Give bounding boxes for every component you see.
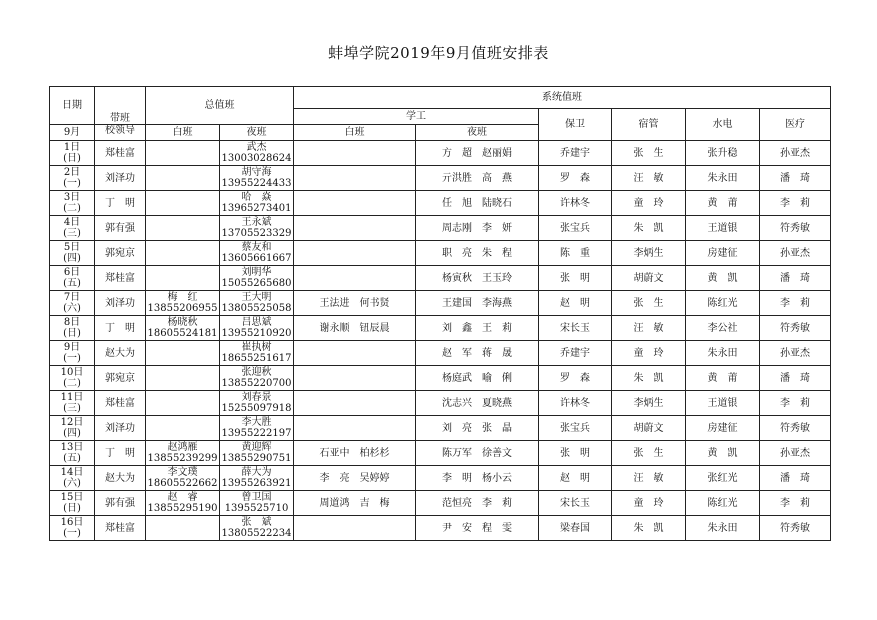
leader-cell: 郑桂富 bbox=[95, 266, 146, 291]
date-day: 13日 bbox=[60, 442, 84, 453]
general-night-cell bbox=[220, 166, 294, 191]
table-row bbox=[50, 316, 831, 341]
general-day-phone: 13855239299 bbox=[147, 453, 218, 464]
dorm-cell: 童 玲 bbox=[612, 341, 686, 366]
dorm-cell: 童 玲 bbox=[612, 491, 686, 516]
security-cell: 张宝兵 bbox=[539, 416, 612, 441]
general-night-cell bbox=[220, 441, 294, 466]
general-night-phone: 13805525058 bbox=[221, 303, 292, 314]
general-night-phone: 13855290751 bbox=[221, 453, 292, 464]
utility-cell: 黄 凯 bbox=[686, 266, 760, 291]
header-dorm: 宿管 bbox=[612, 109, 686, 141]
general-night-name: 崔执树 bbox=[241, 342, 272, 353]
page-title: 蚌埠学院2019年9月值班安排表 bbox=[328, 44, 549, 62]
general-night-phone: 18655251617 bbox=[221, 353, 292, 364]
table-row bbox=[50, 191, 831, 216]
utility-cell: 王道银 bbox=[686, 216, 760, 241]
xuegong-day-cell: 王法进 何书贤 bbox=[294, 291, 416, 316]
dorm-cell: 胡蔚文 bbox=[612, 416, 686, 441]
leader-cell: 刘泽功 bbox=[95, 416, 146, 441]
date-weekday: (四) bbox=[63, 253, 81, 264]
general-night-cell bbox=[220, 341, 294, 366]
date-cell bbox=[50, 391, 95, 416]
table-row bbox=[50, 341, 831, 366]
general-night-cell bbox=[220, 241, 294, 266]
general-day-phone: 18605522662 bbox=[147, 478, 218, 489]
date-cell bbox=[50, 166, 95, 191]
date-weekday: (日) bbox=[63, 328, 81, 339]
general-day-name: 杨晓秋 bbox=[167, 317, 198, 328]
leader-cell: 郭有强 bbox=[95, 491, 146, 516]
medical-cell: 符秀敏 bbox=[760, 516, 831, 541]
general-night-phone: 13955263921 bbox=[221, 478, 292, 489]
dorm-cell: 汪 敏 bbox=[612, 466, 686, 491]
header-leader-top: 带班 bbox=[95, 87, 146, 125]
dorm-cell: 童 玲 bbox=[612, 191, 686, 216]
medical-cell: 符秀敏 bbox=[760, 316, 831, 341]
medical-cell: 李 莉 bbox=[760, 291, 831, 316]
date-day: 15日 bbox=[60, 492, 84, 503]
date-cell bbox=[50, 241, 95, 266]
date-weekday: (日) bbox=[63, 153, 81, 164]
date-day: 5日 bbox=[63, 242, 81, 253]
date-cell bbox=[50, 316, 95, 341]
medical-cell: 潘 琦 bbox=[760, 466, 831, 491]
header-security: 保卫 bbox=[539, 109, 612, 141]
header-date: 日期 bbox=[50, 87, 95, 125]
general-night-phone: 1395525710 bbox=[224, 503, 289, 514]
date-day: 10日 bbox=[60, 367, 84, 378]
general-day-cell bbox=[146, 241, 220, 266]
utility-cell: 黄 莆 bbox=[686, 366, 760, 391]
utility-cell: 陈红光 bbox=[686, 491, 760, 516]
general-night-name: 胡守海 bbox=[241, 167, 272, 178]
xuegong-day-cell bbox=[294, 191, 416, 216]
table-row bbox=[50, 391, 831, 416]
medical-cell: 李 莉 bbox=[760, 191, 831, 216]
date-cell bbox=[50, 141, 95, 166]
leader-cell: 丁 明 bbox=[95, 316, 146, 341]
xuegong-night-cell: 刘 亮 张 晶 bbox=[416, 416, 539, 441]
xuegong-night-cell: 周志刚 李 妍 bbox=[416, 216, 539, 241]
xuegong-day-cell bbox=[294, 166, 416, 191]
general-night-name: 刘春景 bbox=[241, 392, 272, 403]
general-night-phone: 13605661667 bbox=[221, 253, 292, 264]
security-cell: 张 明 bbox=[539, 266, 612, 291]
header-general-night: 夜班 bbox=[220, 125, 294, 141]
xuegong-night-cell: 沈志兴 夏晓燕 bbox=[416, 391, 539, 416]
general-night-cell bbox=[220, 366, 294, 391]
date-weekday: (六) bbox=[63, 478, 81, 489]
date-cell bbox=[50, 191, 95, 216]
date-weekday: (二) bbox=[63, 203, 81, 214]
xuegong-night-cell: 陈万军 徐善文 bbox=[416, 441, 539, 466]
xuegong-night-cell: 方 超 赵丽娟 bbox=[416, 141, 539, 166]
security-cell: 陈 重 bbox=[539, 241, 612, 266]
header-general-duty: 总值班 bbox=[146, 87, 294, 125]
leader-cell: 郭有强 bbox=[95, 216, 146, 241]
header-row-1 bbox=[50, 87, 831, 109]
security-cell: 罗 森 bbox=[539, 166, 612, 191]
date-weekday: (二) bbox=[63, 378, 81, 389]
xuegong-night-cell: 杨庭武 喻 俐 bbox=[416, 366, 539, 391]
xuegong-night-cell: 刘 鑫 王 莉 bbox=[416, 316, 539, 341]
general-night-name: 哈 焱 bbox=[241, 192, 272, 203]
xuegong-night-cell: 职 亮 朱 程 bbox=[416, 241, 539, 266]
general-night-phone: 13855220700 bbox=[221, 378, 292, 389]
general-night-phone: 15055265680 bbox=[221, 278, 292, 289]
xuegong-night-cell: 李 明 杨小云 bbox=[416, 466, 539, 491]
date-day: 1日 bbox=[63, 142, 81, 153]
date-cell bbox=[50, 216, 95, 241]
general-night-name: 曾卫国 bbox=[241, 492, 272, 503]
table-row bbox=[50, 141, 831, 166]
header-month: 9月 bbox=[50, 125, 95, 141]
xuegong-day-cell bbox=[294, 241, 416, 266]
general-day-cell bbox=[146, 366, 220, 391]
header-xuegong: 学工 bbox=[294, 109, 539, 125]
leader-cell: 郭宛京 bbox=[95, 241, 146, 266]
dorm-cell: 朱 凯 bbox=[612, 366, 686, 391]
leader-cell: 丁 明 bbox=[95, 441, 146, 466]
medical-cell: 李 莉 bbox=[760, 391, 831, 416]
general-day-cell bbox=[146, 191, 220, 216]
general-day-cell bbox=[146, 291, 220, 316]
medical-cell: 符秀敏 bbox=[760, 416, 831, 441]
general-night-cell bbox=[220, 216, 294, 241]
general-day-cell bbox=[146, 466, 220, 491]
dorm-cell: 胡蔚文 bbox=[612, 266, 686, 291]
general-day-cell bbox=[146, 391, 220, 416]
date-weekday: (六) bbox=[63, 303, 81, 314]
xuegong-day-cell: 石亚中 柏杉杉 bbox=[294, 441, 416, 466]
general-night-phone: 13705523329 bbox=[221, 228, 292, 239]
table-row bbox=[50, 466, 831, 491]
dorm-cell: 张 生 bbox=[612, 291, 686, 316]
date-day: 14日 bbox=[60, 467, 84, 478]
utility-cell: 张红光 bbox=[686, 466, 760, 491]
leader-cell: 刘泽功 bbox=[95, 291, 146, 316]
date-weekday: (四) bbox=[63, 428, 81, 439]
xuegong-day-cell bbox=[294, 266, 416, 291]
dorm-cell: 张 生 bbox=[612, 441, 686, 466]
general-night-cell bbox=[220, 141, 294, 166]
security-cell: 宋长玉 bbox=[539, 316, 612, 341]
general-night-cell bbox=[220, 266, 294, 291]
duty-schedule-table bbox=[49, 86, 831, 541]
date-day: 2日 bbox=[63, 167, 81, 178]
date-cell bbox=[50, 366, 95, 391]
general-night-name: 蔡友和 bbox=[241, 242, 272, 253]
general-night-name: 王永斌 bbox=[241, 217, 272, 228]
xuegong-night-cell: 亓洪胜 高 燕 bbox=[416, 166, 539, 191]
xuegong-night-cell: 王建国 李海燕 bbox=[416, 291, 539, 316]
date-cell bbox=[50, 491, 95, 516]
general-day-cell bbox=[146, 266, 220, 291]
general-day-name: 李文璞 bbox=[167, 467, 198, 478]
header-medical: 医疗 bbox=[760, 109, 831, 141]
date-cell bbox=[50, 416, 95, 441]
general-night-phone: 13805522234 bbox=[221, 528, 292, 539]
security-cell: 乔建宇 bbox=[539, 141, 612, 166]
leader-cell: 郑桂富 bbox=[95, 516, 146, 541]
security-cell: 乔建宇 bbox=[539, 341, 612, 366]
utility-cell: 张升稳 bbox=[686, 141, 760, 166]
general-night-cell bbox=[220, 491, 294, 516]
xuegong-night-cell: 赵 军 蒋 晟 bbox=[416, 341, 539, 366]
medical-cell: 孙亚杰 bbox=[760, 141, 831, 166]
utility-cell: 黄 凯 bbox=[686, 441, 760, 466]
utility-cell: 房建征 bbox=[686, 416, 760, 441]
date-cell bbox=[50, 441, 95, 466]
general-day-cell bbox=[146, 166, 220, 191]
utility-cell: 朱永田 bbox=[686, 516, 760, 541]
utility-cell: 陈红光 bbox=[686, 291, 760, 316]
table-row bbox=[50, 241, 831, 266]
xuegong-night-cell: 范恒亮 李 莉 bbox=[416, 491, 539, 516]
general-night-name: 武杰 bbox=[246, 142, 267, 153]
general-night-name: 张迎秋 bbox=[241, 367, 272, 378]
date-day: 12日 bbox=[60, 417, 84, 428]
general-night-cell bbox=[220, 516, 294, 541]
medical-cell: 李 莉 bbox=[760, 491, 831, 516]
dorm-cell: 朱 凯 bbox=[612, 516, 686, 541]
general-night-name: 刘明华 bbox=[241, 267, 272, 278]
dorm-cell: 李炳生 bbox=[612, 391, 686, 416]
general-day-name: 梅 红 bbox=[167, 292, 198, 303]
medical-cell: 符秀敏 bbox=[760, 216, 831, 241]
date-day: 3日 bbox=[63, 192, 81, 203]
security-cell: 许林冬 bbox=[539, 191, 612, 216]
general-day-cell bbox=[146, 141, 220, 166]
xuegong-night-cell: 任 旭 陆晓石 bbox=[416, 191, 539, 216]
general-day-cell bbox=[146, 416, 220, 441]
general-day-phone: 18605524181 bbox=[147, 328, 218, 339]
date-cell bbox=[50, 516, 95, 541]
general-night-phone: 15255097918 bbox=[221, 403, 292, 414]
medical-cell: 潘 琦 bbox=[760, 266, 831, 291]
general-day-cell bbox=[146, 341, 220, 366]
leader-cell: 赵大为 bbox=[95, 341, 146, 366]
medical-cell: 潘 琦 bbox=[760, 166, 831, 191]
general-day-cell bbox=[146, 516, 220, 541]
security-cell: 罗 森 bbox=[539, 366, 612, 391]
date-weekday: (一) bbox=[63, 353, 81, 364]
general-night-name: 王大明 bbox=[241, 292, 272, 303]
utility-cell: 王道银 bbox=[686, 391, 760, 416]
header-xuegong-night: 夜班 bbox=[416, 125, 539, 141]
general-night-phone: 13965273401 bbox=[221, 203, 292, 214]
general-day-phone: 13855295190 bbox=[147, 503, 218, 514]
dorm-cell: 汪 敏 bbox=[612, 316, 686, 341]
dorm-cell: 朱 凯 bbox=[612, 216, 686, 241]
xuegong-night-cell: 杨寅秋 王玉玲 bbox=[416, 266, 539, 291]
security-cell: 宋长玉 bbox=[539, 491, 612, 516]
xuegong-night-cell: 尹 安 程 雯 bbox=[416, 516, 539, 541]
date-day: 6日 bbox=[63, 267, 81, 278]
date-day: 8日 bbox=[63, 317, 81, 328]
date-weekday: (三) bbox=[63, 403, 81, 414]
header-utility: 水电 bbox=[686, 109, 760, 141]
date-weekday: (五) bbox=[63, 453, 81, 464]
security-cell: 张 明 bbox=[539, 441, 612, 466]
dorm-cell: 李炳生 bbox=[612, 241, 686, 266]
date-cell bbox=[50, 466, 95, 491]
table-row bbox=[50, 166, 831, 191]
utility-cell: 黄 莆 bbox=[686, 191, 760, 216]
medical-cell: 孙亚杰 bbox=[760, 241, 831, 266]
medical-cell: 潘 琦 bbox=[760, 366, 831, 391]
date-day: 11日 bbox=[60, 392, 84, 403]
date-weekday: (三) bbox=[63, 228, 81, 239]
table-row bbox=[50, 441, 831, 466]
xuegong-day-cell bbox=[294, 341, 416, 366]
utility-cell: 房建征 bbox=[686, 241, 760, 266]
xuegong-day-cell bbox=[294, 141, 416, 166]
general-night-phone: 13955222197 bbox=[221, 428, 292, 439]
table-row bbox=[50, 516, 831, 541]
general-night-name: 李大胜 bbox=[241, 417, 272, 428]
leader-cell: 郑桂富 bbox=[95, 391, 146, 416]
date-day: 9日 bbox=[63, 342, 81, 353]
general-day-cell bbox=[146, 316, 220, 341]
leader-cell: 郑桂富 bbox=[95, 141, 146, 166]
xuegong-day-cell bbox=[294, 391, 416, 416]
date-weekday: (一) bbox=[63, 178, 81, 189]
general-night-name: 黄迎辉 bbox=[241, 442, 272, 453]
general-day-name: 赵鸿雁 bbox=[167, 442, 198, 453]
general-night-name: 薛大为 bbox=[241, 467, 272, 478]
utility-cell: 朱永田 bbox=[686, 341, 760, 366]
xuegong-day-cell: 谢永顺 钮辰晨 bbox=[294, 316, 416, 341]
date-day: 7日 bbox=[63, 292, 81, 303]
security-cell: 赵 明 bbox=[539, 466, 612, 491]
date-cell bbox=[50, 266, 95, 291]
date-day: 4日 bbox=[63, 217, 81, 228]
general-day-cell bbox=[146, 491, 220, 516]
general-night-phone: 13955224433 bbox=[221, 178, 292, 189]
table-row bbox=[50, 416, 831, 441]
security-cell: 许林冬 bbox=[539, 391, 612, 416]
dorm-cell: 张 生 bbox=[612, 141, 686, 166]
utility-cell: 李公社 bbox=[686, 316, 760, 341]
security-cell: 梁春国 bbox=[539, 516, 612, 541]
general-night-name: 张 斌 bbox=[241, 517, 272, 528]
leader-cell: 赵大为 bbox=[95, 466, 146, 491]
header-general-day: 白班 bbox=[146, 125, 220, 141]
table-row bbox=[50, 366, 831, 391]
xuegong-day-cell bbox=[294, 216, 416, 241]
date-weekday: (日) bbox=[63, 503, 81, 514]
general-night-cell bbox=[220, 416, 294, 441]
dorm-cell: 汪 敏 bbox=[612, 166, 686, 191]
xuegong-day-cell: 周道鸿 吉 梅 bbox=[294, 491, 416, 516]
general-night-phone: 13955210920 bbox=[221, 328, 292, 339]
leader-cell: 丁 明 bbox=[95, 191, 146, 216]
xuegong-day-cell: 李 亮 吴婷婷 bbox=[294, 466, 416, 491]
general-day-name: 赵 睿 bbox=[167, 492, 198, 503]
general-night-cell bbox=[220, 291, 294, 316]
xuegong-day-cell bbox=[294, 516, 416, 541]
general-day-cell bbox=[146, 216, 220, 241]
table-row bbox=[50, 216, 831, 241]
general-night-cell bbox=[220, 316, 294, 341]
general-day-phone: 13855206955 bbox=[147, 303, 218, 314]
security-cell: 张宝兵 bbox=[539, 216, 612, 241]
date-cell bbox=[50, 291, 95, 316]
xuegong-day-cell bbox=[294, 366, 416, 391]
general-night-cell bbox=[220, 191, 294, 216]
medical-cell: 孙亚杰 bbox=[760, 441, 831, 466]
table-row bbox=[50, 266, 831, 291]
table-row bbox=[50, 291, 831, 316]
general-night-name: 吕思斌 bbox=[241, 317, 272, 328]
header-xuegong-day: 白班 bbox=[294, 125, 416, 141]
general-day-cell bbox=[146, 441, 220, 466]
date-cell bbox=[50, 341, 95, 366]
header-system-duty: 系统值班 bbox=[294, 87, 831, 109]
general-night-cell bbox=[220, 466, 294, 491]
date-day: 16日 bbox=[60, 517, 84, 528]
security-cell: 赵 明 bbox=[539, 291, 612, 316]
table-row bbox=[50, 491, 831, 516]
leader-cell: 郭宛京 bbox=[95, 366, 146, 391]
general-night-phone: 13003028624 bbox=[221, 153, 292, 164]
header-leader-bottom: 校领导 bbox=[95, 125, 146, 141]
date-weekday: (一) bbox=[63, 528, 81, 539]
date-weekday: (五) bbox=[63, 278, 81, 289]
xuegong-day-cell bbox=[294, 416, 416, 441]
utility-cell: 朱永田 bbox=[686, 166, 760, 191]
general-night-cell bbox=[220, 391, 294, 416]
medical-cell: 孙亚杰 bbox=[760, 341, 831, 366]
leader-cell: 刘泽功 bbox=[95, 166, 146, 191]
